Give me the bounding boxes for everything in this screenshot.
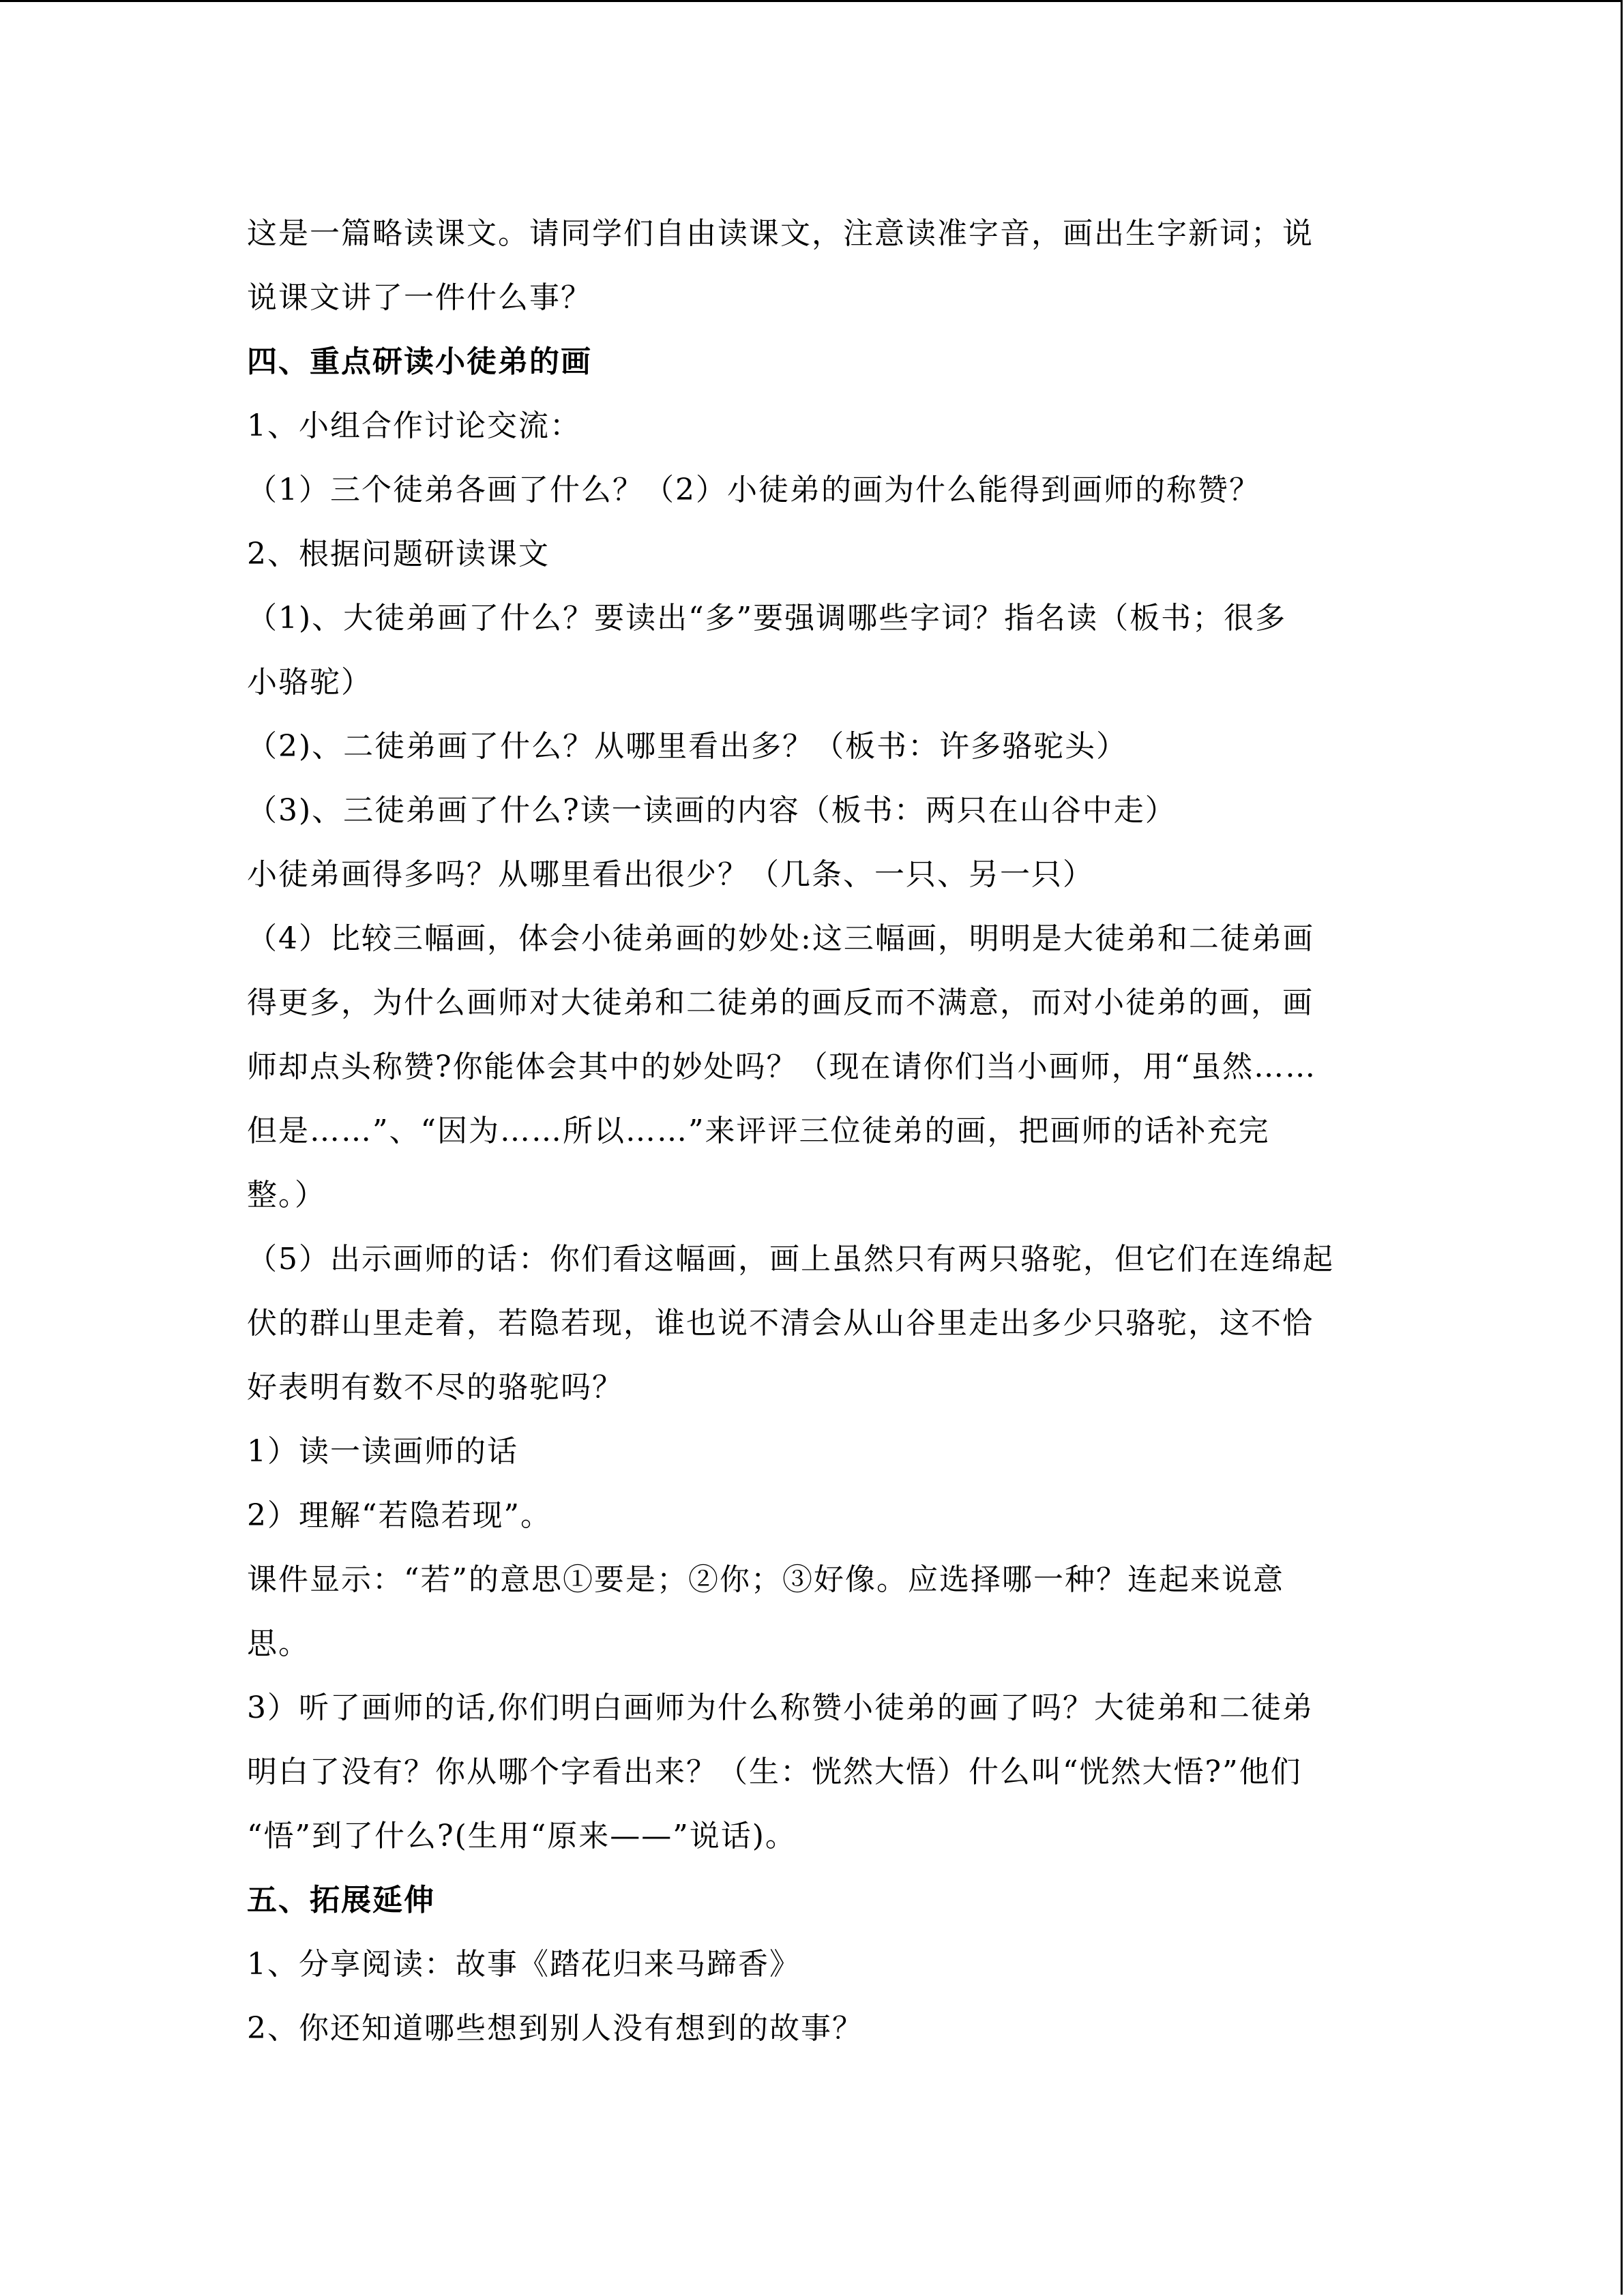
text-line: 2、你还知道哪些想到别人没有想到的故事？ <box>247 2011 863 2046</box>
text-line: 明白了没有？你从哪个字看出来？（生：恍然大悟）什么叫“恍然大悟?”他们 <box>247 1755 1302 1789</box>
text-line: 这是一篇略读课文。请同学们自由读课文，注意读准字音，画出生字新词；说 <box>247 216 1314 251</box>
text-line: （1)、大徒弟画了什么？要读出“多”要强调哪些字词？指名读（板书；很多 <box>247 601 1287 636</box>
document-body <box>247 202 1379 2061</box>
text-line: 师却点头称赞?你能体会其中的妙处吗？（现在请你们当小画师，用“虽然…… <box>247 1049 1317 1084</box>
text-line: 但是……”、“因为……所以……”来评评三位徒弟的画，把画师的话补充完 <box>247 1114 1270 1148</box>
text-line: 小徒弟画得多吗？从哪里看出很少？（几条、一只、另一只） <box>247 857 1094 892</box>
text-line: （2)、二徒弟画了什么？从哪里看出多？（板书：许多骆驼头） <box>247 729 1128 764</box>
text-line: “悟”到了什么?(生用“原来——”说话)。 <box>247 1819 797 1853</box>
text-line: 1）读一读画师的话 <box>247 1434 518 1469</box>
text-line: （1）三个徒弟各画了什么？（2）小徒弟的画为什么能得到画师的称赞？ <box>247 473 1260 507</box>
text-line: 2）理解“若隐若现”。 <box>247 1498 552 1533</box>
text-line: 1、分享阅读：故事《踏花归来马蹄香》 <box>247 1947 801 1982</box>
text-line: 思。 <box>247 1626 310 1661</box>
text-line: （3)、三徒弟画了什么?读一读画的内容（板书：两只在山谷中走） <box>247 793 1177 828</box>
text-line: 得更多，为什么画师对大徒弟和二徒弟的画反而不满意，而对小徒弟的画，画 <box>247 985 1314 1020</box>
text-line: 课件显示：“若”的意思①要是；②你；③好像。应选择哪一种？连起来说意 <box>247 1562 1284 1597</box>
text-line: 好表明有数不尽的骆驼吗？ <box>247 1370 623 1405</box>
text-line: 1、小组合作讨论交流： <box>247 408 581 443</box>
section-heading: 四、重点研读小徒弟的画 <box>247 344 592 379</box>
text-line: 伏的群山里走着，若隐若现，谁也说不清会从山谷里走出多少只骆驼，这不恰 <box>247 1306 1314 1341</box>
text-line: 整。） <box>247 1178 326 1212</box>
text-line: 3）听了画师的话,你们明白画师为什么称赞小徒弟的画了吗？大徒弟和二徒弟 <box>247 1690 1314 1725</box>
section-heading: 五、拓展延伸 <box>247 1883 435 1918</box>
text-line: 2、根据问题研读课文 <box>247 537 550 571</box>
text-line: （5）出示画师的话：你们看这幅画，画上虽然只有两只骆驼，但它们在连绵起 <box>247 1242 1334 1277</box>
text-line: （4）比较三幅画，体会小徒弟画的妙处:这三幅画，明明是大徒弟和二徒弟画 <box>247 921 1314 956</box>
text-line: 说课文讲了一件什么事？ <box>247 280 592 315</box>
text-line: 小骆驼） <box>247 665 372 700</box>
